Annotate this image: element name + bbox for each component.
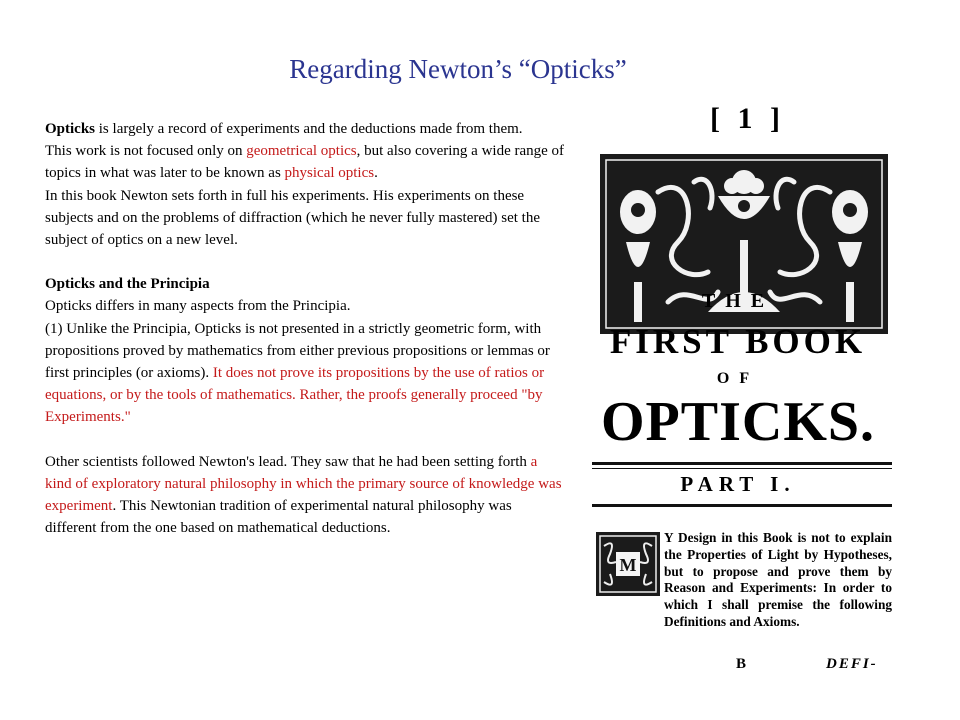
paragraph-intro [45, 118, 565, 140]
slide-body-text [45, 118, 565, 539]
paragraph-experiments: In this book Newton sets forth in full his experiments. His experiments on these subjects and on the problems of diffraction (which he never fully mastered) set the subject of optics on a new level. [45, 187, 540, 249]
scope-text-c: . [374, 165, 378, 182]
decorated-initial [596, 532, 660, 596]
heading-text: Opticks and the Principia [45, 276, 210, 293]
initial-letter: M [619, 555, 637, 575]
opticks-bold: Opticks [45, 121, 96, 137]
book-opening-text: Y Design in this Book is not to explain the Properties of Light by Hypotheses, but to propose and prove them by Reason and Experiments: In order to which I shall premise the following Definitions and Axioms. [664, 530, 892, 629]
title-part: PART I. [680, 472, 796, 496]
title-first-book: FIRST BOOK [609, 322, 867, 361]
signature-mark: B [736, 656, 747, 672]
catchword: DEFI- [826, 656, 878, 672]
spacer [45, 251, 565, 273]
physical-optics-highlight: physical optics [284, 165, 375, 182]
paragraph-differs: Opticks differs in many aspects from the Principia. [45, 298, 351, 315]
geometrical-optics-highlight: geometrical optics [246, 143, 357, 160]
intro-text: is largely a record of experiments and the deductions made from them. [95, 121, 523, 137]
paragraph-followers [45, 451, 565, 540]
paragraph-scope [45, 140, 565, 184]
title-of: OF [716, 370, 760, 387]
title-the: THE [701, 290, 775, 312]
followers-text-a: Other scientists followed Newton's lead. They saw that he had been setting forth [45, 453, 531, 470]
exploratory-philosophy-highlight: a kind of exploratory natural philosophy in which the primary source of knowledge was experiment [45, 453, 562, 515]
title-opticks: OPTICKS. [600, 391, 876, 453]
section-heading [45, 273, 565, 295]
scope-text-b: , but also covering a wide range of topics in what was later to be known as [45, 143, 565, 182]
point-1-text: (1) Unlike the Principia, Opticks is not presented in a strictly geometric form, with propositions proved by mathematics from either previous propositions or lemmas or first principles (or axioms). [45, 320, 550, 382]
followers-text-b: . This Newtonian tradition of experimental natural philosophy was different from the one based on mathematical deductions. [45, 498, 512, 537]
scope-text-a: This work is not focused only on [45, 143, 247, 160]
double-rule-top [592, 462, 892, 465]
rule-bottom [592, 504, 892, 507]
book-page-image [568, 100, 908, 680]
proofs-highlight: It does not prove its propositions by the use of ratios or equations, or by the tools of mathematics. Rather, the proofs generally proceed "by Experiments." [45, 365, 545, 426]
page-number: [ 1 ] [710, 102, 785, 135]
paragraph-point-1 [45, 318, 565, 429]
double-rule-thin [592, 468, 892, 469]
spacer [45, 429, 565, 451]
slide-title: Regarding Newton’s “Opticks” [289, 54, 627, 84]
